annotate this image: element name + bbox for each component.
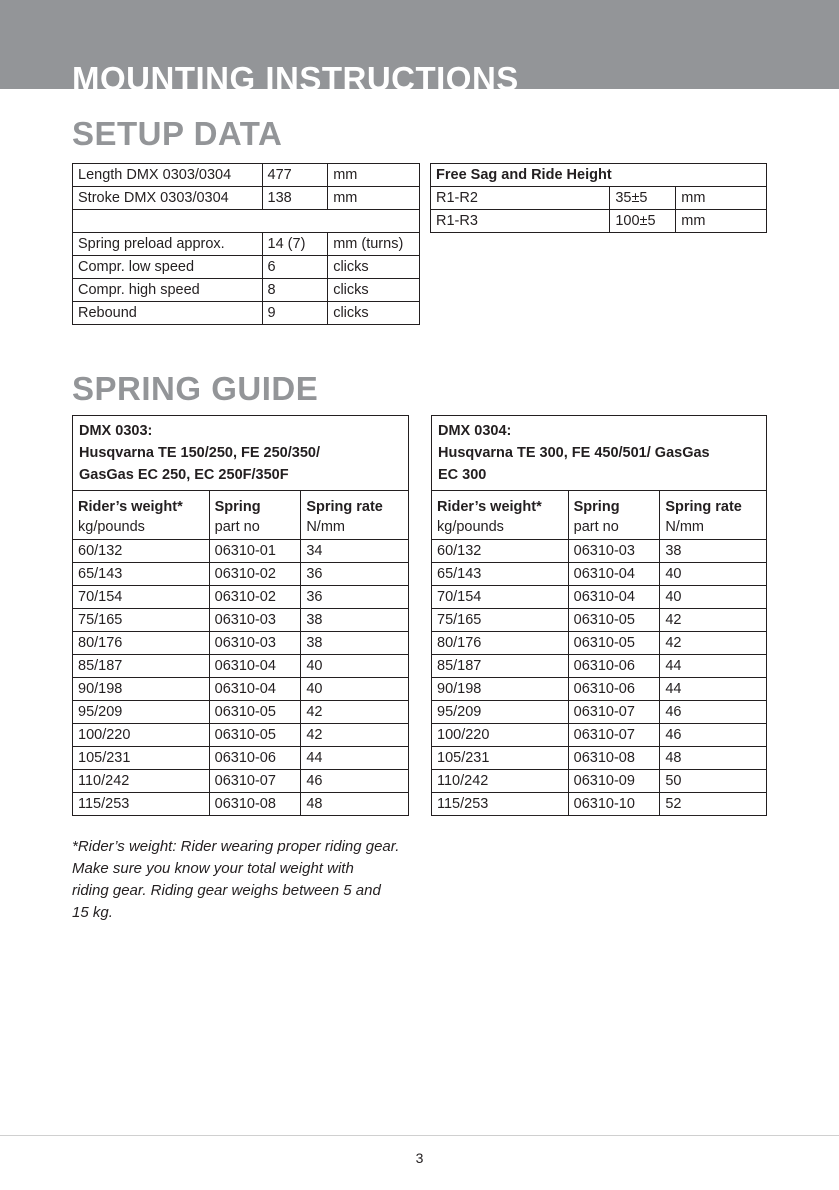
- sag-value: 100±5: [610, 210, 676, 233]
- footer-divider: [0, 1135, 839, 1136]
- table-row: [73, 164, 420, 187]
- sag-unit: mm: [676, 210, 767, 233]
- part-cell: 06310-02: [209, 563, 301, 586]
- weight-cell: 85/187: [73, 655, 210, 678]
- rate-cell: 42: [301, 724, 409, 747]
- page-number: 3: [415, 1150, 424, 1166]
- sag-value: 35±5: [610, 187, 676, 210]
- model-line: GasGas EC 250, EC 250F/350F: [79, 467, 289, 483]
- part-cell: 06310-09: [568, 770, 660, 793]
- column-subheader-row: [432, 515, 767, 540]
- setup-unit: mm: [328, 164, 420, 187]
- setup-value: 6: [262, 256, 328, 279]
- rate-cell: 42: [660, 632, 767, 655]
- setup-value: 138: [262, 187, 328, 210]
- rate-cell: 40: [660, 586, 767, 609]
- table-row: [73, 770, 409, 793]
- weight-cell: 105/231: [432, 747, 569, 770]
- weight-cell: 60/132: [73, 540, 210, 563]
- part-cell: 06310-04: [209, 655, 301, 678]
- table-row: [73, 747, 409, 770]
- table-row: [73, 233, 420, 256]
- weight-cell: 115/253: [432, 793, 569, 816]
- col-sub-rate: N/mm: [660, 515, 767, 540]
- table-row: [432, 540, 767, 563]
- weight-cell: 110/242: [432, 770, 569, 793]
- rate-cell: 36: [301, 563, 409, 586]
- model-line: Husqvarna TE 150/250, FE 250/350/: [79, 445, 320, 461]
- table-row: [432, 724, 767, 747]
- setup-label: Rebound: [73, 302, 263, 325]
- col-header-weight: Rider’s weight*: [432, 491, 569, 516]
- sag-label: R1-R3: [431, 210, 610, 233]
- col-sub-spring: part no: [209, 515, 301, 540]
- table-row: [73, 701, 409, 724]
- spring-table-heading: [432, 416, 767, 491]
- rate-cell: 52: [660, 793, 767, 816]
- weight-cell: 70/154: [432, 586, 569, 609]
- setup-label: Spring preload approx.: [73, 233, 263, 256]
- weight-cell: 110/242: [73, 770, 210, 793]
- rate-cell: 38: [301, 632, 409, 655]
- table-header-row: [431, 164, 767, 187]
- rate-cell: 42: [660, 609, 767, 632]
- part-cell: 06310-10: [568, 793, 660, 816]
- part-cell: 06310-03: [568, 540, 660, 563]
- table-row: [73, 724, 409, 747]
- spring-table-head-row: [73, 416, 409, 491]
- col-header-spring: Spring: [568, 491, 660, 516]
- rate-cell: 40: [301, 678, 409, 701]
- table-row: [432, 586, 767, 609]
- part-cell: 06310-03: [209, 609, 301, 632]
- part-cell: 06310-08: [568, 747, 660, 770]
- table-row: [432, 632, 767, 655]
- table-row: [431, 187, 767, 210]
- weight-cell: 105/231: [73, 747, 210, 770]
- rate-cell: 44: [301, 747, 409, 770]
- setup-value: 9: [262, 302, 328, 325]
- rate-cell: 48: [301, 793, 409, 816]
- footnote-line: *Rider’s weight: Rider wearing proper riding gear.: [72, 838, 400, 855]
- weight-cell: 70/154: [73, 586, 210, 609]
- table-row: [432, 609, 767, 632]
- part-cell: 06310-07: [568, 701, 660, 724]
- col-sub-weight: kg/pounds: [73, 515, 210, 540]
- part-cell: 06310-01: [209, 540, 301, 563]
- sag-unit: mm: [676, 187, 767, 210]
- weight-cell: 80/176: [432, 632, 569, 655]
- col-sub-spring: part no: [568, 515, 660, 540]
- table-row: [73, 540, 409, 563]
- rate-cell: 44: [660, 655, 767, 678]
- weight-cell: 95/209: [73, 701, 210, 724]
- part-cell: 06310-05: [568, 632, 660, 655]
- table-row: [432, 563, 767, 586]
- part-cell: 06310-02: [209, 586, 301, 609]
- col-header-spring: Spring: [209, 491, 301, 516]
- column-header-row: [432, 491, 767, 516]
- rate-cell: 50: [660, 770, 767, 793]
- footnote-line: 15 kg.: [72, 904, 113, 921]
- weight-cell: 95/209: [432, 701, 569, 724]
- col-header-weight: Rider’s weight*: [73, 491, 210, 516]
- rate-cell: 46: [660, 701, 767, 724]
- spring-table-heading: [73, 416, 409, 491]
- header-band: [0, 0, 839, 89]
- table-row: [73, 563, 409, 586]
- table-row: [73, 279, 420, 302]
- part-cell: 06310-04: [209, 678, 301, 701]
- table-row: [73, 302, 420, 325]
- spring-table-dmx0304: [431, 415, 767, 816]
- setup-data-title: SETUP DATA: [72, 115, 283, 152]
- table-row: [73, 678, 409, 701]
- table-row: [432, 678, 767, 701]
- model-line: Husqvarna TE 300, FE 450/501/ GasGas: [438, 445, 710, 461]
- weight-cell: 115/253: [73, 793, 210, 816]
- part-cell: 06310-04: [568, 586, 660, 609]
- setup-data-table: [72, 163, 420, 325]
- free-sag-title: Free Sag and Ride Height: [431, 164, 767, 187]
- spacer-cell: [73, 210, 420, 233]
- setup-label: Stroke DMX 0303/0304: [73, 187, 263, 210]
- rate-cell: 46: [301, 770, 409, 793]
- table-row: [73, 586, 409, 609]
- setup-label: Length DMX 0303/0304: [73, 164, 263, 187]
- weight-cell: 90/198: [432, 678, 569, 701]
- col-sub-weight: kg/pounds: [432, 515, 569, 540]
- weight-cell: 75/165: [432, 609, 569, 632]
- footnote-line: Make sure you know your total weight with: [72, 860, 354, 877]
- weight-cell: 65/143: [73, 563, 210, 586]
- rate-cell: 34: [301, 540, 409, 563]
- part-cell: 06310-05: [209, 701, 301, 724]
- model-line: EC 300: [438, 467, 487, 483]
- setup-unit: mm: [328, 187, 420, 210]
- table-spacer-row: [73, 210, 420, 233]
- col-header-rate: Spring rate: [301, 491, 409, 516]
- weight-cell: 100/220: [73, 724, 210, 747]
- sag-label: R1-R2: [431, 187, 610, 210]
- page-header-title: MOUNTING INSTRUCTIONS: [72, 60, 519, 89]
- column-header-row: [73, 491, 409, 516]
- part-cell: 06310-04: [568, 563, 660, 586]
- weight-cell: 85/187: [432, 655, 569, 678]
- setup-value: 477: [262, 164, 328, 187]
- footnote-line: riding gear. Riding gear weighs between 5 and: [72, 882, 381, 899]
- spring-table-dmx0303: [72, 415, 409, 816]
- table-row: [432, 701, 767, 724]
- weight-cell: 100/220: [432, 724, 569, 747]
- free-sag-table: [430, 163, 767, 233]
- table-row: [73, 187, 420, 210]
- weight-cell: 60/132: [432, 540, 569, 563]
- weight-cell: 80/176: [73, 632, 210, 655]
- model-code: DMX 0304:: [438, 423, 512, 439]
- setup-value: 8: [262, 279, 328, 302]
- table-row: [432, 655, 767, 678]
- setup-value: 14 (7): [262, 233, 328, 256]
- setup-unit: clicks: [328, 302, 420, 325]
- table-row: [73, 793, 409, 816]
- setup-unit: clicks: [328, 279, 420, 302]
- rate-cell: 40: [660, 563, 767, 586]
- spring-table-head-row: [432, 416, 767, 491]
- weight-cell: 65/143: [432, 563, 569, 586]
- rate-cell: 48: [660, 747, 767, 770]
- table-row: [73, 632, 409, 655]
- table-row: [73, 655, 409, 678]
- table-row: [73, 256, 420, 279]
- weight-cell: 75/165: [73, 609, 210, 632]
- setup-unit: mm (turns): [328, 233, 420, 256]
- rate-cell: 44: [660, 678, 767, 701]
- riders-weight-footnote: [72, 836, 432, 924]
- part-cell: 06310-08: [209, 793, 301, 816]
- rate-cell: 42: [301, 701, 409, 724]
- col-header-rate: Spring rate: [660, 491, 767, 516]
- setup-unit: clicks: [328, 256, 420, 279]
- table-row: [432, 770, 767, 793]
- part-cell: 06310-06: [209, 747, 301, 770]
- part-cell: 06310-05: [209, 724, 301, 747]
- table-row: [432, 793, 767, 816]
- table-row: [432, 747, 767, 770]
- weight-cell: 90/198: [73, 678, 210, 701]
- part-cell: 06310-05: [568, 609, 660, 632]
- part-cell: 06310-03: [209, 632, 301, 655]
- model-code: DMX 0303:: [79, 423, 153, 439]
- part-cell: 06310-06: [568, 678, 660, 701]
- part-cell: 06310-07: [568, 724, 660, 747]
- rate-cell: 40: [301, 655, 409, 678]
- setup-label: Compr. high speed: [73, 279, 263, 302]
- table-row: [431, 210, 767, 233]
- rate-cell: 36: [301, 586, 409, 609]
- rate-cell: 46: [660, 724, 767, 747]
- part-cell: 06310-07: [209, 770, 301, 793]
- spring-guide-title: SPRING GUIDE: [72, 370, 319, 407]
- table-row: [73, 609, 409, 632]
- col-sub-rate: N/mm: [301, 515, 409, 540]
- setup-label: Compr. low speed: [73, 256, 263, 279]
- column-subheader-row: [73, 515, 409, 540]
- part-cell: 06310-06: [568, 655, 660, 678]
- rate-cell: 38: [660, 540, 767, 563]
- rate-cell: 38: [301, 609, 409, 632]
